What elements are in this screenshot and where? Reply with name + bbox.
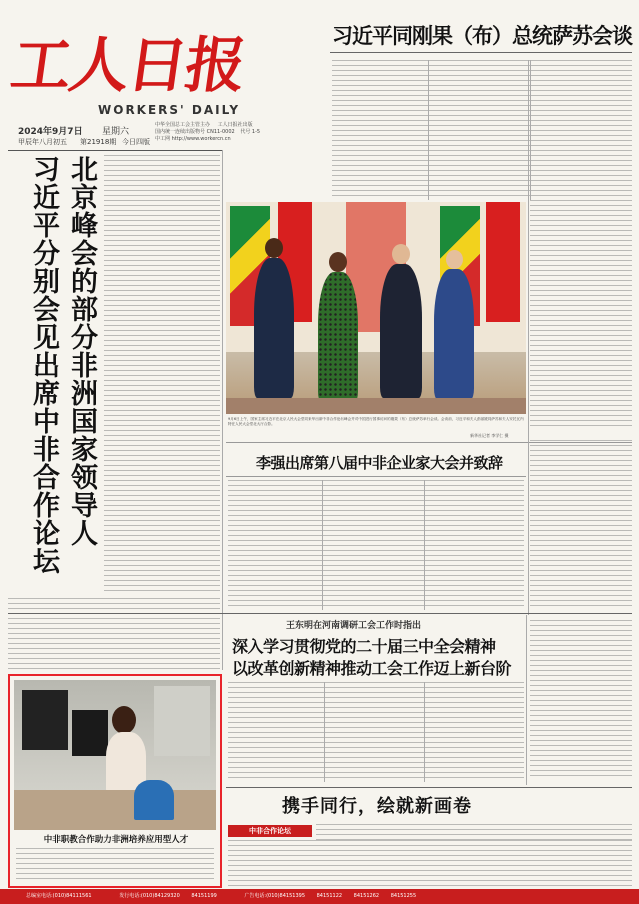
featured-photo-caption: 中非职教合作助力非洲培养应用型人才 bbox=[43, 835, 189, 845]
li-article-text bbox=[228, 480, 524, 610]
vertical-headline-line-1: 北京峰会的部分非洲国家领导人 bbox=[66, 155, 97, 547]
newspaper-logo: 工人日报 bbox=[6, 31, 249, 101]
masthead bbox=[0, 0, 330, 145]
photo-credit: 新华社记者 李学仁 摄 bbox=[470, 433, 509, 438]
person-3 bbox=[380, 264, 422, 398]
issue-number: 第21918期 bbox=[80, 138, 117, 146]
footer-phone-5: 84151122 bbox=[316, 893, 343, 899]
main-photo-caption: 9月6日上午，国家主席习近平在北京人民大会堂同来华出席中非合作论坛峰会并对中国进行国事访问的刚果（布）总统萨苏举行会谈。会谈前，习近平和夫人彭丽媛同萨苏和夫人安托瓦内特在人民大会堂北大厅合影。 bbox=[228, 417, 524, 427]
publisher: 中华全国总工会主管主办 bbox=[155, 122, 211, 128]
footer-phone-1: 总编室电话:(010)84111561 bbox=[26, 893, 92, 899]
top-article-text bbox=[332, 60, 632, 198]
person-2 bbox=[318, 272, 358, 402]
person-4 bbox=[434, 269, 474, 399]
wang-article-text bbox=[228, 682, 524, 782]
featured-photo-box bbox=[8, 674, 222, 888]
vertical-headline-line-2: 习近平分别会见出席中非合作论坛 bbox=[28, 155, 59, 575]
footer-phone-3: 84151199 bbox=[191, 893, 217, 899]
bottom-article-text bbox=[228, 840, 632, 886]
footer-phone-6: 84151262 bbox=[353, 893, 380, 899]
wang-headline-1: 深入学习贯彻党的二十届三中全会精神 bbox=[232, 637, 496, 656]
post-code: 代号 1-5 bbox=[240, 129, 261, 135]
main-photo bbox=[226, 202, 526, 414]
footer-phone-4: 广告电话:(010)84151395 bbox=[244, 893, 306, 899]
headline-li: 李强出席第八届中非企业家大会并致辞 bbox=[256, 454, 503, 472]
bottom-headline: 携手同行，绘就新画卷 bbox=[282, 796, 472, 817]
cn-number: 国内统一连续出版物号 CN11-0002 bbox=[155, 129, 235, 135]
newspaper-publisher: 工人日报社出版 bbox=[217, 122, 253, 128]
english-title: WORKERS' DAILY bbox=[98, 103, 241, 117]
headline-top: 习近平同刚果（布）总统萨苏会谈 bbox=[332, 24, 632, 48]
footer-phone-2: 发行电话:(010)84129320 bbox=[119, 893, 180, 899]
classroom-photo bbox=[14, 680, 216, 830]
left-article-text bbox=[104, 155, 220, 595]
lunar-date: 甲辰年八月初五 bbox=[18, 138, 67, 146]
footer-bar bbox=[0, 889, 639, 904]
page-count: 今日四版 bbox=[122, 138, 150, 146]
issue-weekday: 星期六 bbox=[102, 127, 130, 137]
wang-headline-2: 以改革创新精神推动工会工作迈上新台阶 bbox=[232, 659, 512, 678]
person-1 bbox=[254, 258, 294, 398]
footer-phone-7: 84151255 bbox=[390, 893, 417, 899]
website: 中工网 http://www.workercn.cn bbox=[155, 136, 231, 142]
column-label: 中非合作论坛 bbox=[228, 825, 312, 837]
issue-date: 2024年9月7日 bbox=[18, 127, 83, 137]
vertical-headline bbox=[20, 155, 100, 585]
wang-kicker: 王东明在河南调研工会工作时指出 bbox=[286, 621, 422, 631]
publisher-info bbox=[155, 122, 325, 143]
